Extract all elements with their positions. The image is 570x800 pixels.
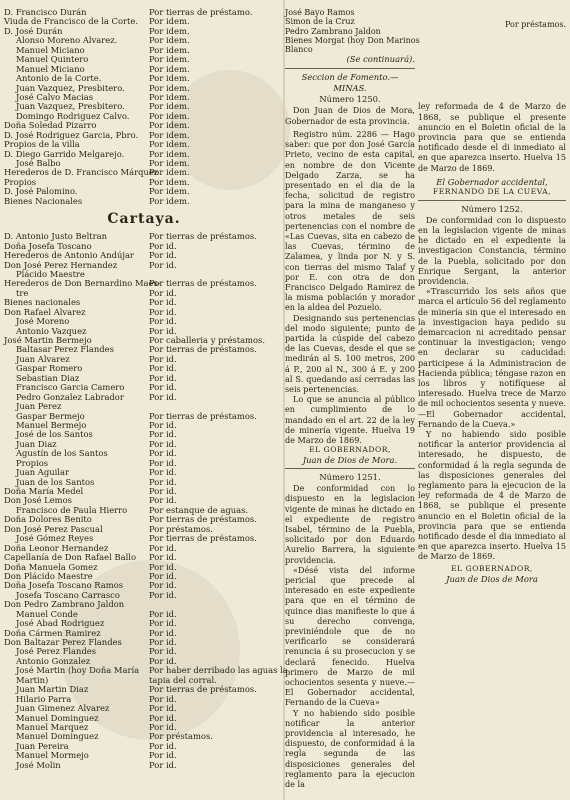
notice-paragraph: Y no habiendo sido posible notificar la anterior providencia al interesado, he dispuesto, de conformidad á la regla segunda de las disposiciones generales del reglamento para la ejecucion de la [285, 707, 415, 790]
list-item-note: Por id. [149, 750, 177, 761]
list-item-note: Por tierras de préstamos. [149, 278, 257, 289]
list-item-note: Por id. [149, 552, 177, 563]
list-item-name: Alonso Moreno Alvarez. [16, 35, 118, 46]
middle-column [285, 8, 420, 790]
list-item-note: Por id. [149, 467, 177, 478]
list-item-note: Por id. [149, 438, 177, 449]
list-item-name: D. Antonio Justo Beltran [4, 231, 108, 242]
list-item-note: Por id. [149, 448, 177, 459]
notice-paragraph: Lo que se anuncia al público en cumplimiento de lo mandado en el art. 22 de la ley de minería vigente. Huelva 19 de Marzo de 1869. [285, 394, 415, 445]
list-item-name: Manuel Dominguez [16, 731, 99, 742]
list-item-name: Bienes nacionales [4, 297, 81, 308]
list-item-name: Blanco [285, 45, 313, 55]
list-item-note: Por idem. [149, 195, 190, 206]
notice-paragraph: Y no habiendo sido posible notificar la anterior providencia al interesado, he dispuesto, de conformidad á la regla segunda de las disposiciones generales del reglamento para la ejecucion de la ley reformada de 4 de Marzo de 1868, se publique el presente anuncio en el Boletin oficial de la provincia para que se entienda notificado desde el dia inmediato al en que aparezca inserto. Huelva 15 de Marzo de 1869. [418, 428, 566, 562]
notice-paragraph: ley reformada de 4 de Marzo de 1868, se publique el presente anuncio en el Boletin oficial de la provincia para que se entienda notificado desde el di inmediato al en que aparezca inserto. Huelva 15 de Marzo de 1869. [418, 101, 566, 173]
list-item [285, 17, 415, 26]
list-item-name: José Moreno [16, 316, 70, 327]
list-item-note: Por id. [149, 419, 177, 430]
list-item [418, 20, 566, 29]
list-item-note: Por id. [149, 712, 177, 723]
signature-block [418, 564, 566, 584]
list-item-name: José Martin Bermejo [4, 335, 92, 345]
list-item-name: Juan Alvarez [16, 353, 70, 364]
list-item-note: tapia del corral. [149, 674, 217, 685]
signature-block [285, 445, 415, 465]
list-item-note: Por id. [149, 646, 177, 657]
list-item-note: Por idem. [149, 91, 190, 102]
list-item-note: Por idem. [149, 120, 190, 131]
list-item-note: Por id. [149, 429, 177, 440]
list-item [4, 197, 284, 206]
list-item-note: Por id. [149, 740, 177, 751]
list-item-note: Por id. [149, 693, 177, 704]
list-item-note: Por id. [149, 570, 177, 581]
left-column [4, 7, 288, 770]
list-item-note: Por id. [149, 287, 177, 298]
list-item-note: Por idem. [149, 73, 190, 84]
list-item-note: Por id. [149, 495, 177, 506]
list-item-name: José Perez Flandes [16, 646, 97, 657]
list-item-name: Juan Martin Diaz [16, 684, 89, 695]
notice-number: Número 1251. [319, 472, 381, 483]
list-item-name: Propios de la villa [4, 139, 80, 150]
list-item-name: Gaspar Bermejo [16, 410, 85, 421]
list-item-note: Por tierras de préstamo. [149, 7, 253, 17]
list-item-name: Antonio de la Corte. [16, 73, 102, 84]
list-item-note: Por id. [149, 259, 177, 270]
property-list-top [4, 8, 284, 206]
list-item-note: Por tierras de préstamos. [149, 533, 257, 544]
list-item-note: Por idem. [149, 25, 190, 36]
list-item-note: Por idem. [149, 110, 190, 121]
list-item-note: Por id. [149, 457, 177, 468]
list-item-name: Juan Perez [16, 401, 62, 412]
list-item-note: Por idem. [149, 82, 190, 93]
list-item-name: Don José Perez Hernandez [4, 259, 118, 270]
list-item-name: Bienes Nacionales [4, 195, 83, 206]
list-item-note: Por idem. [149, 35, 190, 46]
list-item-name: Propios [16, 457, 49, 468]
list-item-note: Por préstamos. [149, 731, 213, 742]
right-column [418, 8, 566, 584]
list-item-note: Por idem. [149, 44, 190, 55]
list-item-name: D. Francisco Durán [4, 7, 87, 17]
list-item-name: Doña María Medel [4, 486, 84, 496]
list-item-note: Por idem. [149, 148, 190, 159]
list-item-note: Por id. [149, 759, 177, 770]
list-item-note: Por id. [149, 363, 177, 374]
list-item-name: Doña Soledad Pizarro [4, 120, 97, 131]
list-item [4, 279, 284, 288]
list-item-name: Herederos de Antonio Andújar [4, 250, 134, 261]
list-item-note: Por id. [149, 703, 177, 714]
list-item-name: Manuel Mormejo [16, 750, 89, 761]
signature-name: Juan de Dios de Mora [446, 573, 538, 584]
list-item-note: Por id. [149, 542, 177, 553]
list-item-note: Por id. [149, 250, 177, 261]
list-item-note: Por préstamos. [504, 20, 566, 29]
notice-paragraph: De conformidad con lo dispuesto en la legislacion vigente de minas he dictado en el expediente de registro Isabel, término de la Puebla, solicitado por don Eduardo Aurelio Barrera, la siguiente providencia. [285, 483, 415, 565]
divider [418, 200, 566, 201]
list-item-name: Juan Gimenez Alvarez [16, 703, 110, 714]
list-item-name: Doña Manuela Gomez [4, 561, 98, 572]
signature-block [418, 177, 566, 197]
section-heading-fomento: Seccion de Fomento.— MINAS. [301, 72, 399, 94]
list-item-note: Por id. [149, 382, 177, 393]
list-item-name: Herederos de D. Francisco Márquez [4, 167, 159, 178]
list-item-note: Por idem. [149, 158, 190, 168]
list-item [285, 27, 415, 36]
list-item-name: Josefa Toscano Carrasco [16, 589, 120, 600]
signature-name: FERNANDO DE LA CUEVA, [432, 186, 552, 196]
list-item-name: Manuel Quintero [16, 54, 89, 65]
notice-paragraph: «Trascurrido los seis años que marca el artículo 56 del reglamento de minería sin que el interesado en la investigacion haya pedido su demarcacion ni acreditado pensar continuar la investigacion; vengo en declarar su caducidad: participese á la Administracion de Hacienda pública; téngase razon en los libros y notifíquese al interesado. Huelva trece de Marzo de mil ochocientos sesenta y nueve.—El Gobernador accidental, Fernando de la Cueva.» [418, 286, 566, 429]
list-item-note: Por idem. [149, 63, 190, 74]
list-item-name: Doña Josefa Toscano [4, 240, 92, 251]
list-item-note: Por id. [149, 486, 177, 496]
list-item-name: José Balbo [16, 158, 61, 168]
property-list-continued [285, 8, 420, 55]
list-item-note: Por id. [149, 297, 177, 308]
list-item-note: Por id. [149, 580, 177, 591]
list-item-name: Antonio Vazquez [16, 325, 87, 336]
list-item-name: Sebastian Diaz [16, 372, 80, 383]
list-item-note: Por tierras de préstamos. [149, 344, 257, 355]
list-item-name: Baltasar Perez Flandes [16, 344, 114, 355]
list-item-name: José de los Santos [16, 429, 93, 440]
list-item-note: Por id. [149, 627, 177, 638]
property-list-cartaya [4, 231, 288, 770]
signature-name: Juan de Dios de Mora. [302, 455, 398, 466]
divider [285, 468, 415, 469]
list-item-name: Juan de los Santos [16, 476, 95, 487]
list-item-name: José Molin [16, 759, 61, 770]
list-item-note: Por id. [149, 476, 177, 487]
list-item-name: José Calvo Macias [16, 91, 94, 102]
list-item-note: Por haber derribado las aguas la [149, 665, 288, 676]
list-item-note: Por idem. [149, 16, 190, 27]
list-item-note: Por idem. [149, 139, 190, 150]
list-item-note: Por idem. [149, 129, 190, 140]
list-item-name: Manuel Miciano [16, 63, 85, 74]
list-item-note: Por idem. [149, 101, 190, 112]
list-item [285, 8, 415, 17]
list-item-name: Juan Pereira [16, 740, 69, 751]
list-item-name: Herederos de Don Bernardino Maes- [4, 278, 161, 289]
list-item-name: Don Rafael Alvarez [4, 306, 86, 317]
list-item-note: Por id. [149, 655, 177, 666]
list-item-name: D. José Durán [4, 25, 63, 36]
list-item-name: Doña Cármen Ramirez [4, 627, 101, 638]
list-item-name: José Bayo Ramos [285, 8, 355, 17]
list-item-name: Domingo Rodriguez Calvo. [16, 110, 130, 121]
section-title-cartaya: Cartaya. [107, 211, 181, 228]
list-item-note: Por idem. [149, 176, 190, 187]
list-item-name: Doña Dolores Benito [4, 514, 92, 525]
list-item-note: Por id. [149, 306, 177, 317]
list-item-note: Por tierras de préstamos. [149, 684, 257, 695]
list-item-name: Viuda de Francisco de la Corte. [4, 16, 138, 27]
list-item-name: Juan Diaz [16, 438, 57, 449]
list-item-name: José Martin (hoy Doña María [16, 665, 140, 676]
list-item-note: Por id. [149, 391, 177, 402]
list-item-name: José Abad Rodriguez [16, 618, 105, 629]
list-item-name: Francisco Garcia Camero [16, 382, 125, 393]
signature-title: EL GOBERNADOR, [451, 563, 533, 573]
list-item-name: Manuel Miciano [16, 44, 85, 55]
list-item-name: Agustín de los Santos [16, 448, 108, 459]
list-item-note: Por préstamos. [149, 523, 213, 534]
notice-paragraph: Registro núm. 2286 — Hago saber: que por don José García Prieto, vecino de esta capital, en nombre de don Vicente Delgado Zarza, se ha presentado en el dia de la fecha, solicitud de registro para la mina de manganeso y otros metales de seis pertenencias con el nombre de «Las Cuevas, sita en cabezo de las Cuevas, término de Zalamea, y linda por N. y S. con tierras del mismo Talaf y por E. con otra de don Francisco Delgado Ramirez de la misma población y morador en la aldea del Pozuelo. [285, 128, 415, 313]
list-item-note: Por id. [149, 325, 177, 336]
list-item-note: Por id. [149, 372, 177, 383]
notice-number: Número 1252. [461, 203, 523, 214]
list-item-note: Por id. [149, 618, 177, 629]
list-item-name: Simon de la Cruz [285, 17, 355, 27]
list-item-note: Por caballeria y préstamos. [149, 335, 266, 345]
list-item-name: D. José Palomino. [4, 186, 78, 197]
list-item-name: Don José Lemos [4, 495, 72, 506]
list-item-note: Por idem. [149, 167, 190, 178]
list-item-name: Don Plácido Maestre [4, 570, 93, 581]
list-item-name: Manuel Bermejo [16, 419, 87, 430]
list-item-name: Gaspar Romero [16, 363, 83, 374]
notice-paragraph: Designando sus pertenencias del modo siguiente; punto de partida la cúspide del cabezo de las Cuevas, desde el que se medirán al S. 100 metros, 200 á P., 200 al N., 300 á E. y 200 al S. quedando así cerradas las seis pertenencias. [285, 312, 415, 394]
list-item-note: Por id. [149, 316, 177, 327]
list-item-note: Por tierras de préstamos. [149, 410, 257, 421]
list-item-name: tre [16, 287, 29, 298]
list-item-note: Por tierras de préstamos. [149, 514, 257, 525]
list-item-name: Propios [4, 176, 37, 187]
list-item [285, 35, 420, 45]
list-item-note: Por idem. [149, 186, 190, 197]
list-item-note: Por id. [149, 353, 177, 364]
divider [285, 68, 415, 69]
list-item [285, 45, 415, 54]
list-item-name: Capellanía de Don Rafael Ballo [4, 552, 137, 563]
continuation-note: (Se continuará). [346, 54, 415, 65]
list-item [4, 168, 284, 177]
list-item-name: José Gómez Reyes [16, 533, 94, 544]
list-item-note: Por id. [149, 561, 177, 572]
list-item-name: D. Diego Garrido Melgarejo. [4, 148, 125, 159]
notice-paragraph: De conformidad con lo dispuesto en la legislacion vigente de minas he dictado en el expediente la investigacion Constancia, término de la Puebla, solicitado por don Enrique Sergant, la anterior providencia. [418, 214, 566, 286]
list-item-name: Pedro Zambrano Jaldon [285, 26, 381, 36]
list-item-note: Por idem. [149, 54, 190, 65]
list-item-name: Don Pedro Zambrano Jaldon [4, 599, 125, 610]
list-item [4, 761, 284, 770]
governor-intro: Don Juan de Dios de Mora, Gobernador de esta provincia. [285, 105, 415, 126]
signature-title: El Gobernador accidental, [436, 176, 548, 187]
list-item-note: Por id. [149, 637, 177, 647]
list-item-name: Manuel Dominguez [16, 712, 99, 723]
list-item-note: Por tierras de préstamos. [149, 231, 257, 242]
list-item-name: Juan Aguilar [16, 467, 69, 478]
list-item-name: Don Baltazar Perez Flandes [4, 637, 122, 647]
list-item-name: Doña Leonor Hernandez [4, 542, 109, 553]
list-item-note: Por id. [149, 721, 177, 732]
list-item-note: Por id. [149, 608, 177, 619]
list-item-name: Bienes Morgat (hoy Don Marinos [285, 35, 420, 45]
list-item-note: Por id. [149, 589, 177, 600]
notice-paragraph: «Désé vista del informe pericial que precede al interesado en este expediente para que en el término de quince dias manifieste lo que á su derecho convenga, previniéndole que de no verificarlo se considerará renuncia á su prosecucion y se declará fenecido. Huelva primero de Marzo de mil ochocientos sesenta y nueve.—El Gobernador accidental, Fernando de la Cueva» [285, 564, 415, 708]
list-item-name: Hilario Parra [16, 693, 72, 704]
list-item-name: Juan Vazquez, Presbitero. [16, 82, 125, 93]
list-item-name: D. José Rodriguez Garcia, Pbro. [4, 129, 139, 140]
list-item-name: Manuel Marquez [16, 721, 89, 732]
list-item-name: Doña Josefa Toscano Ramos [4, 580, 124, 591]
list-item-name: Juan Vazquez, Presbitero. [16, 101, 125, 112]
list-item-name: Plácido Maestre [16, 268, 85, 279]
list-item-name: Don José Perez Pascual [4, 523, 103, 534]
list-item-note: Por id. [149, 240, 177, 251]
list-item-note: Por estanque de aguas. [149, 504, 249, 515]
list-item-name: Manuel Conde [16, 608, 78, 619]
list-item-name: Martin) [16, 674, 49, 685]
list-item-name: Antonio Gonzalez [16, 655, 91, 666]
signature-title: EL GOBERNADOR, [309, 445, 391, 455]
list-item-name: Pedro Gonzalez Labrador [16, 391, 124, 402]
list-item-name: Francisco de Paula Hierro [16, 504, 128, 515]
notice-number: Número 1250. [319, 94, 381, 105]
